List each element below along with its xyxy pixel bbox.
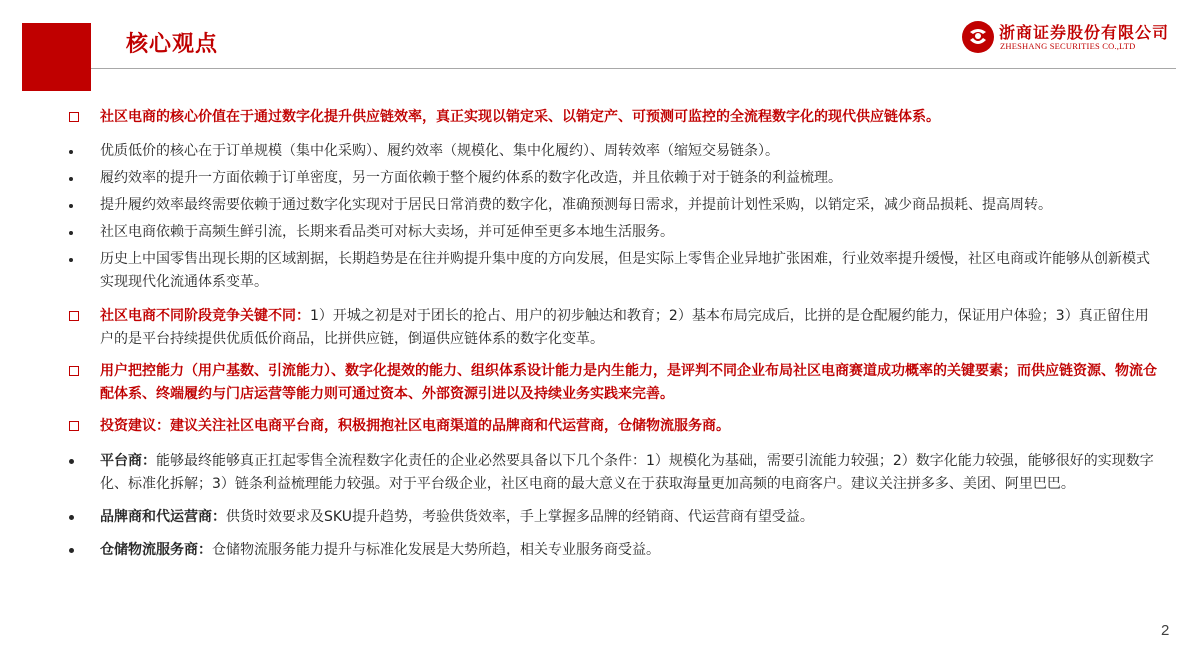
sub-point	[60, 248, 1160, 294]
square-bullet-icon	[69, 112, 79, 122]
company-logo	[961, 18, 1175, 58]
point-text: 1）开城之初是对于团长的抢占、用户的初步触达和教育；2）基本布局完成后，比拼的是仓配履约能力，保证用户体验；3）真正留住用户的是平台持续提供优质低价商品，比拼供应链，倒逼供应链体系的数字化变革。	[100, 308, 1149, 347]
title-accent-block	[22, 23, 91, 91]
sub-point-text: 优质低价的核心在于订单规模（集中化采购）、履约效率（规模化、集中化履约）、周转效率（缩短交易链条）。	[100, 143, 779, 159]
dot-bullet-icon	[69, 177, 73, 181]
square-bullet-icon	[69, 311, 79, 321]
sub-point-text: 供货时效要求及SKU提升趋势，考验供货效率，手上掌握多品牌的经销商、代运营商有望受益。	[226, 509, 814, 525]
sub-point-text: 能够最终能够真正扛起零售全流程数字化责任的企业必然要具备以下几个条件：1）规模化为基础，需要引流能力较强；2）数字化能力较强，能够很好的实现数字化、标准化拆解；3）链条利益梳理能力较强。对于平台级企业，社区电商的最大意义在于获取海量更加高频的电商客户。建议关注拼多多、美团、阿里巴巴。	[100, 453, 1154, 492]
page-number: 2	[1161, 622, 1170, 639]
dot-bullet-icon	[69, 515, 74, 520]
point-text: 社区电商的核心价值在于通过数字化提升供应链效率，真正实现以销定采、以销定产、可预测可监控的全流程数字化的现代供应链体系。	[100, 109, 940, 125]
dot-bullet-icon	[69, 548, 74, 553]
sub-point-text: 社区电商依赖于高频生鲜引流，长期来看品类可对标大卖场，并可延伸至更多本地生活服务。	[100, 224, 674, 240]
sub-point-brands	[60, 506, 1160, 529]
dot-bullet-icon	[69, 204, 73, 208]
sub-point-text: 历史上中国零售出现长期的区域割据，长期趋势是在往并购提升集中度的方向发展，但是实际上零售企业异地扩张困难，行业效率提升缓慢，社区电商或许能够从创新模式实现现代化流通体系变革。	[100, 251, 1150, 290]
point-core-value	[60, 106, 1160, 129]
logo-icon	[961, 20, 995, 54]
point-text: 用户把控能力（用户基数、引流能力）、数字化提效的能力、组织体系设计能力是内生能力，是评判不同企业布局社区电商赛道成功概率的关键要素；而供应链资源、物流仓配体系、终端履约与门店运营等能力则可通过资本、外部资源引进以及持续业务实践来完善。	[100, 363, 1157, 402]
dot-bullet-icon	[69, 231, 73, 235]
key-points-list	[60, 106, 1160, 562]
sub-point	[60, 140, 1160, 163]
sub-point-logistics	[60, 539, 1160, 562]
sub-point-text: 仓储物流服务能力提升与标准化发展是大势所趋，相关专业服务商受益。	[212, 542, 660, 558]
point-text: 投资建议：建议关注社区电商平台商，积极拥抱社区电商渠道的品牌商和代运营商，仓储物流服务商。	[100, 418, 730, 434]
logo-english-name: ZHESHANG SECURITIES CO.,LTD	[1000, 41, 1136, 51]
point-lead: 社区电商不同阶段竞争关键不同：	[100, 308, 310, 324]
point-capabilities	[60, 360, 1160, 406]
square-bullet-icon	[69, 421, 79, 431]
sub-point-text: 履约效率的提升一方面依赖于订单密度，另一方面依赖于整个履约体系的数字化改造，并且依赖于对于链条的利益梳理。	[100, 170, 842, 186]
page-title: 核心观点	[126, 32, 219, 57]
point-investment-advice	[60, 415, 1160, 438]
dot-bullet-icon	[69, 258, 73, 262]
sub-point	[60, 194, 1160, 217]
sub-point	[60, 167, 1160, 190]
sub-point-lead: 品牌商和代运营商：	[100, 509, 226, 525]
logo-chinese-name: 浙商证券股份有限公司	[999, 23, 1170, 42]
sub-point-platform	[60, 450, 1160, 496]
sub-point-lead: 平台商：	[100, 453, 156, 469]
title-divider	[91, 68, 1176, 69]
dot-bullet-icon	[69, 150, 73, 154]
sub-point-text: 提升履约效率最终需要依赖于通过数字化实现对于居民日常消费的数字化，准确预测每日需求，并提前计划性采购，以销定采，减少商品损耗、提高周转。	[100, 197, 1052, 213]
sub-point-lead: 仓储物流服务商：	[100, 542, 212, 558]
sub-point	[60, 221, 1160, 244]
square-bullet-icon	[69, 366, 79, 376]
point-competition-stages	[60, 305, 1160, 351]
dot-bullet-icon	[69, 459, 74, 464]
